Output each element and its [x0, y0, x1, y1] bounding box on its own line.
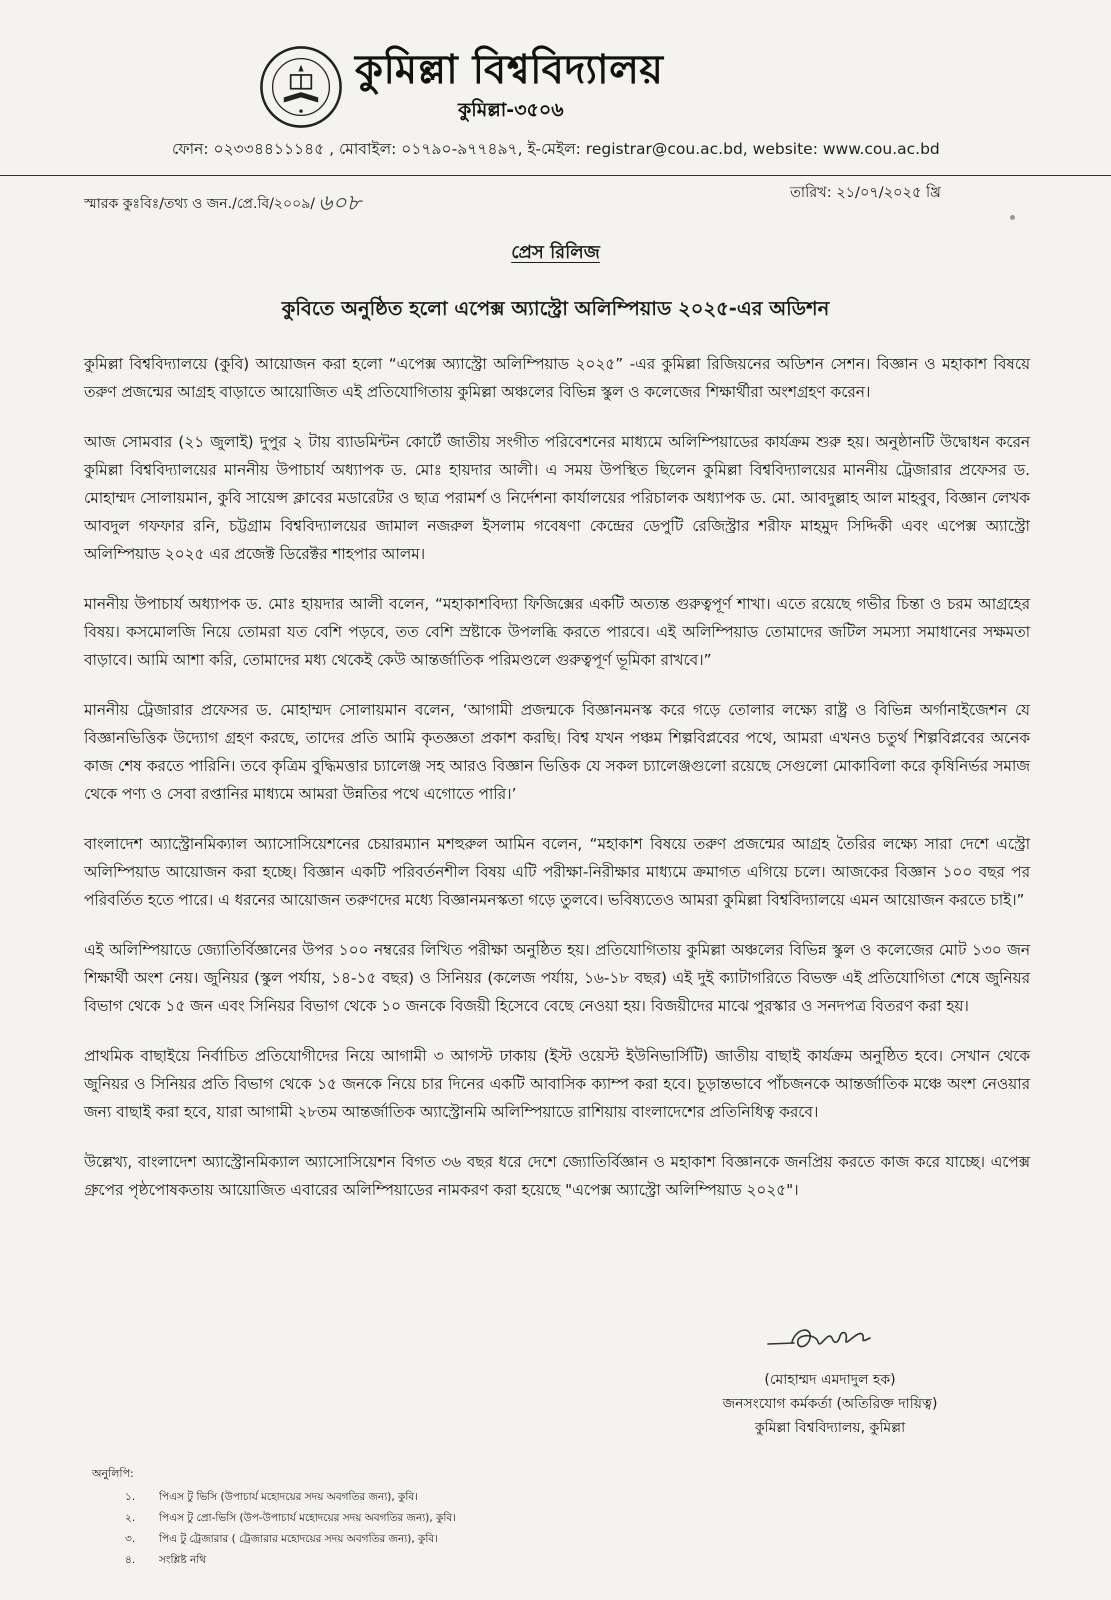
- signatory-office: কুমিল্লা বিশ্ববিদ্যালয়, কুমিল্লা: [754, 1420, 906, 1436]
- university-city: কুমিল্লা-৩৫০৬: [458, 99, 564, 121]
- paragraph: উল্লেখ্য, বাংলাদেশ অ্যাস্ট্রোনমিক্যাল অ্যাসোসিয়েশন বিগত ৩৬ বছর ধরে দেশে জ্যোতির্বিজ্ঞান ও মহাকাশ বিজ্ঞানকে জনপ্রিয় করতে কাজ করে যাচ্ছে। এপেক্স গ্রুপের পৃষ্ঠপোষকতায় আয়োজিত এবারের অলিম্পিয়াডের নামকরণ করা হয়েছে "এপেক্স অ্যাস্ট্রো অলিম্পিয়াড ২০২৫"।: [84, 1153, 1030, 1199]
- signature-block: [700, 1368, 960, 1440]
- list-item-text: সংশ্লিষ্ট নথি: [159, 1554, 207, 1566]
- handwritten-signature-icon: [766, 1320, 876, 1360]
- list-item-number: ৪.: [125, 1554, 136, 1566]
- copy-to-label: অনুলিপি:: [92, 1467, 134, 1480]
- paragraph: আজ সোমবার (২১ জুলাই) দুপুর ২ টায় ব্যাডমিন্টন কোর্টে জাতীয় সংগীত পরিবেশনের মাধ্যমে অলিম্পিয়াডের কার্যক্রম শুরু হয়। অনুষ্ঠানটি উদ্বোধন করেন কুমিল্লা বিশ্ববিদ্যালয়ের মাননীয় উপাচার্য অধ্যাপক ড. মোঃ হায়দার আলী। এ সময় উপস্থিত ছিলেন কুমিল্লা বিশ্ববিদ্যালয়ের মাননীয় ট্রেজারার প্রফেসর ড. মোহাম্মদ সোলায়মান, কুবি সায়েন্স ক্লাবের মডারেটর ও ছাত্র পরামর্শ ও নির্দেশনা কার্যালয়ের পরিচালক অধ্যাপক ড. মো. আবদুল্লাহ আল মাহবুব, বিজ্ঞান লেখক আবদুল গফফার রনি, চট্টগ্রাম বিশ্ববিদ্যালয়ের জামাল নজরুল ইসলাম গবেষণা কেন্দ্রের ডেপুটি রেজিস্ট্রার শরীফ মাহমুদ সিদ্দিকী এবং এপেক্স অ্যাস্ট্রো অলিম্পিয়াড ২০২৫ এর প্রজেক্ট ডিরেক্টর শাহপার আলম।: [84, 433, 1030, 563]
- list-item-text: পিএস টু ভিসি (উপাচার্য মহোদয়ের সদয় অবগতির জন্য), কুবি।: [159, 1491, 418, 1503]
- list-item-text: পিএ টু ট্রেজারার ( ট্রেজারার মহোদয়ের সদয় অবগতির জন্য), কুবি।: [159, 1533, 438, 1545]
- memo-reference: [84, 186, 361, 223]
- paper-speck: [1010, 215, 1015, 220]
- list-item: [125, 1508, 456, 1529]
- copy-to-list: [125, 1487, 456, 1571]
- list-item: [125, 1529, 456, 1550]
- contact-line: ফোন: ০২৩৩৪৪১১১৪৫ , মোবাইল: ০১৭৯০-৯৭৭৪৯৭, ই-মেইল: registrar@cou.ac.bd, website: www.cou.ac.bd: [172, 140, 940, 158]
- header-divider: [0, 175, 1111, 176]
- signatory-designation: জনসংযোগ কর্মকর্তা (অতিরিক্ত দায়িত্ব): [722, 1396, 938, 1412]
- list-item-number: ৩.: [125, 1533, 136, 1545]
- paragraph: কুমিল্লা বিশ্ববিদ্যালয়ে (কুবি) আয়োজন করা হলো “এপেক্স অ্যাস্ট্রো অলিম্পিয়াড ২০২৫” -এর কুমিল্লা রিজিয়নের অডিশন সেশন। বিজ্ঞান ও মহাকাশ বিষয়ে তরুণ প্রজন্মের আগ্রহ বাড়াতে আয়োজিত এই প্রতিযোগিতায় কুমিল্লা অঞ্চলের বিভিন্ন স্কুল ও কলেজের শিক্ষার্থীরা অংশগ্রহণ করেন।: [84, 355, 1030, 401]
- memo-date: তারিখ: ২১/০৭/২০২৫ খ্রি: [790, 185, 941, 201]
- paragraph: বাংলাদেশ অ্যাস্ট্রোনমিক্যাল অ্যাসোসিয়েশনের চেয়ারম্যান মশহুরুল আমিন বলেন, “মহাকাশ বিষয়ে তরুণ প্রজন্মের আগ্রহ তৈরির লক্ষ্যে সারা দেশে এস্ট্রো অলিম্পিয়াড আয়োজন করা হচ্ছে। বিজ্ঞান একটি পরিবর্তনশীল বিষয় এটি পরীক্ষা-নিরীক্ষার মাধ্যমে ক্রমাগত এগিয়ে চলে। আজকের বিজ্ঞান ১০০ বছর পর পরিবর্তিত হতে পারে। এ ধরনের আয়োজন তরুণদের মধ্যে বিজ্ঞানমনস্কতা গড়ে তুলবে। ভবিষ্যতেও আমরা কুমিল্লা বিশ্ববিদ্যালয়ে এমন আয়োজন করতে চাই।”: [84, 835, 1030, 909]
- body-text: [84, 350, 1030, 1226]
- list-item: [125, 1550, 456, 1571]
- paragraph: মাননীয় ট্রেজারার প্রফেসর ড. মোহাম্মদ সোলায়মান বলেন, ‘আগামী প্রজন্মকে বিজ্ঞানমনস্ক করে গড়ে তোলার লক্ষ্যে রাষ্ট্র ও বিভিন্ন অর্গানাইজেশন যে বিজ্ঞানভিত্তিক উদ্যোগ গ্রহণ করছে, তাদের প্রতি আমি কৃতজ্ঞতা প্রকাশ করছি। বিশ্ব যখন পঞ্চম শিল্পবিপ্লবের পথে, আমরা এখনও চতুর্থ শিল্পবিপ্লবের অনেক কাজ শেষ করতে পারিনি। তবে কৃত্রিম বুদ্ধিমত্তার চ্যালেঞ্জ সহ আরও বিজ্ঞান ভিত্তিক যে সকল চ্যালেঞ্জগুলো রয়েছে সেগুলো মোকাবিলা করে কৃষিনির্ভর সমাজ থেকে পণ্য ও সেবা রপ্তানির মাধ্যমে আমরা উন্নতির পথে এগোতে পারি।’: [84, 701, 1030, 803]
- university-seal-icon: [258, 44, 344, 130]
- list-item-number: ২.: [125, 1512, 136, 1524]
- list-item-number: ১.: [125, 1491, 136, 1503]
- paragraph: এই অলিম্পিয়াডে জ্যোতির্বিজ্ঞানের উপর ১০০ নম্বরের লিখিত পরীক্ষা অনুষ্ঠিত হয়। প্রতিযোগিতায় কুমিল্লা অঞ্চলের বিভিন্ন স্কুল ও কলেজের মোট ১৩০ জন শিক্ষার্থী অংশ নেয়। জুনিয়র (স্কুল পর্যায়, ১৪-১৫ বছর) ও সিনিয়র (কলেজ পর্যায়, ১৬-১৮ বছর) এই দুই ক্যাটাগরিতে বিভক্ত এই প্রতিযোগিতা শেষে জুনিয়র বিভাগ থেকে ১৫ জন এবং সিনিয়র বিভাগ থেকে ১০ জনকে বিজয়ী হিসেবে বেছে নেওয়া হয়। বিজয়ীদের মাঝে পুরস্কার ও সনদপত্র বিতরণ করা হয়।: [84, 941, 1030, 1015]
- press-release-label: [0, 238, 1111, 269]
- list-item: [125, 1487, 456, 1508]
- paragraph: মাননীয় উপাচার্য অধ্যাপক ড. মোঃ হায়দার আলী বলেন, “মহাকাশবিদ্যা ফিজিক্সের একটি অত্যন্ত গুরুত্বপূর্ণ শাখা। এতে রয়েছে গভীর চিন্তা ও চরম আগ্রহের বিষয়। কসমোলজি নিয়ে তোমরা যত বেশি পড়বে, তত বেশি স্রষ্টাকে উপলব্ধি করতে পারবে। এই অলিম্পিয়াড তোমাদের জটিল সমস্যা সমাধানের সক্ষমতা বাড়াবে। আমি আশা করি, তোমাদের মধ্য থেকেই কেউ আন্তর্জাতিক পরিমণ্ডলে গুরুত্বপূর্ণ ভূমিকা রাখবে।”: [84, 595, 1030, 669]
- press-release-text: প্রেস রিলিজ: [511, 242, 600, 263]
- signatory-name: (মোহাম্মদ এমদাদুল হক): [764, 1372, 896, 1388]
- memo-ref-text: স্মারক কুঃবিঃ/তথ্য ও জন./প্রে.বি/২০০৯/: [84, 196, 316, 212]
- memo-ref-number: ৬০৮: [318, 191, 361, 216]
- headline: কুবিতে অনুষ্ঠিত হলো এপেক্স অ্যাস্ট্রো অলিম্পিয়াড ২০২৫-এর অডিশন: [281, 297, 830, 320]
- paragraph: প্রাথমিক বাছাইয়ে নির্বাচিত প্রতিযোগীদের নিয়ে আগামী ৩ আগস্ট ঢাকায় (ইস্ট ওয়েস্ট ইউনিভার্সিটি) জাতীয় বাছাই কার্যক্রম অনুষ্ঠিত হবে। সেখান থেকে জুনিয়র ও সিনিয়র প্রতি বিভাগ থেকে ১৫ জনকে নিয়ে চার দিনের একটি আবাসিক ক্যাম্প করা হবে। চূড়ান্তভাবে পাঁচজনকে আন্তর্জাতিক মঞ্চে অংশ নেওয়ার জন্য বাছাই করা হবে, যারা আগামী ২৮তম আন্তর্জাতিক অ্যাস্ট্রোনমি অলিম্পিয়াডে রাশিয়ায় বাংলাদেশের প্রতিনিধিত্ব করবে।: [84, 1047, 1030, 1121]
- list-item-text: পিএস টু প্রো-ভিসি (উপ-উপাচার্য মহোদয়ের সদয় অবগতির জন্য), কুবি।: [159, 1512, 456, 1524]
- university-name: কুমিল্লা বিশ্ববিদ্যালয়: [355, 47, 664, 93]
